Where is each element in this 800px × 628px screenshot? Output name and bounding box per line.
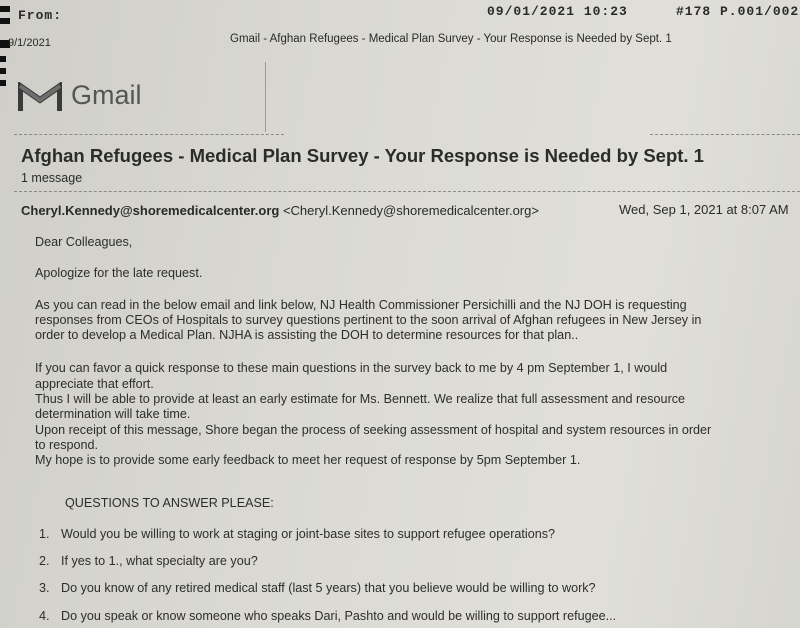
divider	[265, 62, 266, 132]
paragraph-line: Upon receipt of this message, Shore began the process of seeking assessment of hospital and system resources in order	[35, 422, 712, 437]
paragraph-line: responses from CEOs of Hospitals to survey questions pertinent to the soon arrival of Afghan refugees in New Jersey in	[35, 312, 702, 327]
paragraph-line: If you can favor a quick response to these main questions in the survey back to me by 4 pm September 1, I would	[35, 361, 668, 376]
apology: Apologize for the late request.	[35, 266, 203, 281]
divider	[650, 134, 800, 135]
question-number: 2.	[39, 554, 50, 569]
question-text: Do you know of any retired medical staff (last 5 years) that you believe would be willing to work?	[61, 581, 596, 596]
question-item	[39, 609, 800, 624]
question-number: 4.	[39, 608, 50, 623]
sender-line	[21, 203, 539, 218]
paragraph-line: appreciate that effort.	[35, 376, 154, 391]
sender-name: Cheryl.Kennedy@shoremedicalcenter.org	[21, 203, 280, 218]
question-number: 1.	[39, 526, 50, 541]
question-item	[39, 581, 800, 596]
paragraph-line: As you can read in the below email and link below, NJ Health Commissioner Persichilli and the NJ DOH is requesting	[35, 297, 687, 312]
message-count: 1 message	[21, 171, 83, 185]
gmail-m-logo-icon	[18, 82, 62, 112]
question-text: If yes to 1., what specialty are you?	[61, 554, 258, 569]
print-title: Gmail - Afghan Refugees - Medical Plan Survey - Your Response is Needed by Sept. 1	[230, 33, 672, 45]
fax-page-info: #178 P.001/002	[676, 4, 800, 19]
email-subject: Afghan Refugees - Medical Plan Survey - Your Response is Needed by Sept. 1	[21, 145, 704, 166]
questions-heading: QUESTIONS TO ANSWER PLEASE:	[65, 495, 274, 510]
paragraph-line: order to develop a Medical Plan. NJHA is assisting the DOH to determine resources for that plan..	[35, 328, 579, 343]
sent-date: Wed, Sep 1, 2021 at 8:07 AM	[619, 202, 789, 217]
fax-edge-marks	[0, 0, 14, 100]
paragraph-line: determination will take time.	[35, 407, 191, 422]
fax-datetime: 09/01/2021 10:23	[487, 4, 628, 19]
fax-from-label: From:	[18, 8, 63, 23]
sender-address: <Cheryl.Kennedy@shoremedicalcenter.org>	[282, 203, 539, 218]
paragraph-line: Thus I will be able to provide at least an early estimate for Ms. Bennett. We realize that full assessment and resource	[35, 392, 686, 407]
question-text: Do you speak or know someone who speaks Dari, Pashto and would be willing to support refugee...	[61, 608, 617, 623]
paragraph-line: My hope is to provide some early feedback to meet her request of response by 5pm September 1.	[35, 453, 581, 468]
greeting: Dear Colleagues,	[35, 235, 133, 249]
question-number: 3.	[39, 581, 50, 596]
divider	[14, 191, 800, 192]
question-text: Would you be willing to work at staging or joint-base sites to support refugee operations?	[61, 526, 556, 541]
paragraph-line: to respond.	[35, 437, 99, 452]
print-date: 9/1/2021	[8, 37, 51, 49]
divider	[14, 134, 284, 135]
email-body	[35, 235, 800, 624]
question-item	[39, 554, 800, 569]
app-name: Gmail	[71, 80, 142, 110]
question-item	[39, 527, 800, 542]
